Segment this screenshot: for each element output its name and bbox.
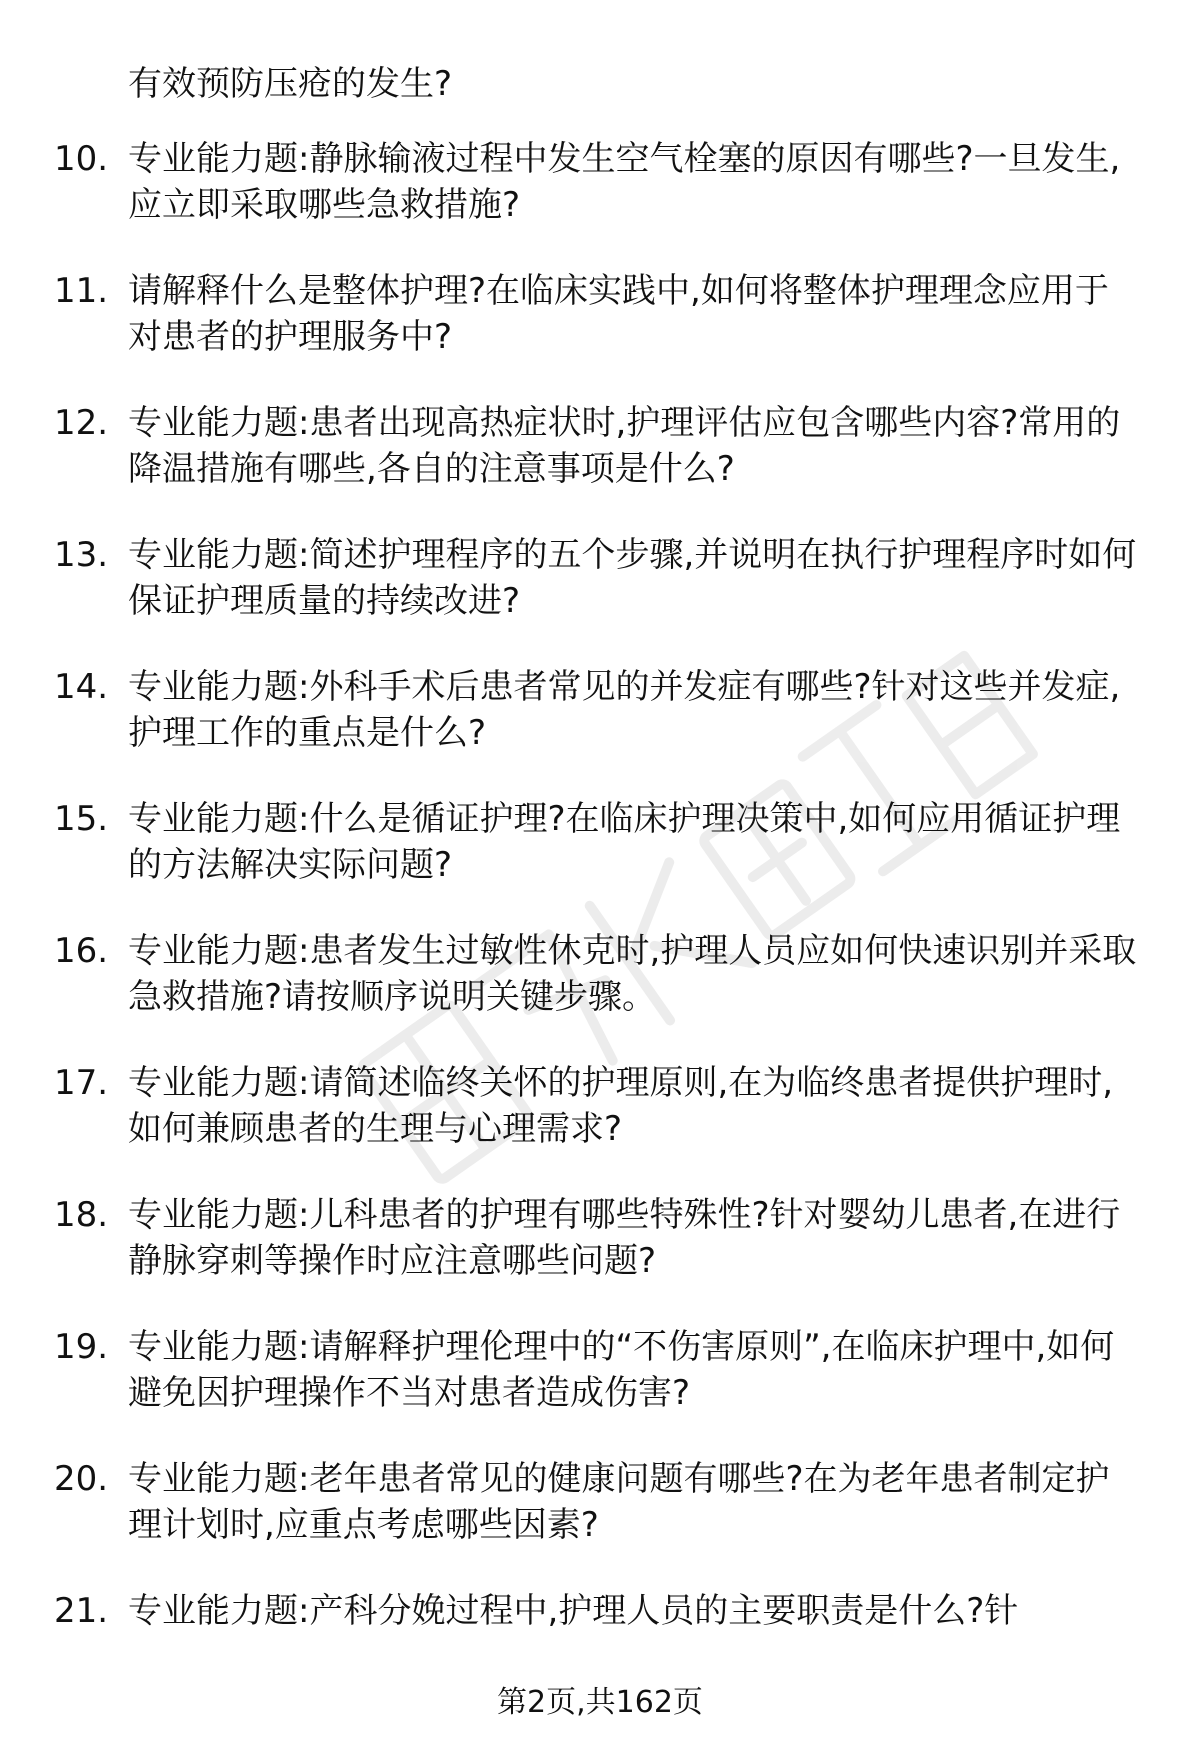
question-item xyxy=(0,400,1200,532)
question-text: 专业能力题:患者发生过敏性休克时,护理人员应如何快速识别并采取急救措施?请按顺序说明关键步骤。 xyxy=(128,931,1137,1017)
question-item xyxy=(0,1456,1200,1588)
question-number: 15. xyxy=(54,799,109,839)
question-text: 专业能力题:请解释护理伦理中的“不伤害原则”,在临床护理中,如何避免因护理操作不当对患者造成伤害? xyxy=(128,1327,1115,1413)
question-item xyxy=(0,1324,1200,1456)
question-text: 专业能力题:儿科患者的护理有哪些特殊性?针对婴幼儿患者,在进行静脉穿刺等操作时应注意哪些问题? xyxy=(128,1195,1121,1281)
question-number: 12. xyxy=(54,403,109,443)
question-item xyxy=(0,928,1200,1060)
question-number: 18. xyxy=(54,1195,109,1235)
question-number: 21. xyxy=(54,1591,109,1631)
continuation-text: 有效预防压疮的发生? xyxy=(128,64,453,104)
question-number: 13. xyxy=(54,535,109,575)
question-text: 专业能力题:简述护理程序的五个步骤,并说明在执行护理程序时如何保证护理质量的持续改进? xyxy=(128,535,1137,621)
question-number: 10. xyxy=(54,139,109,179)
question-item xyxy=(0,664,1200,796)
question-text: 专业能力题:产科分娩过程中,护理人员的主要职责是什么?针 xyxy=(128,1591,1019,1631)
question-item xyxy=(0,532,1200,664)
question-text: 专业能力题:静脉输液过程中发生空气栓塞的原因有哪些?一旦发生,应立即采取哪些急救措施? xyxy=(128,139,1121,225)
question-text: 请解释什么是整体护理?在临床实践中,如何将整体护理理念应用于对患者的护理服务中? xyxy=(128,271,1109,357)
question-item xyxy=(0,1192,1200,1324)
question-number: 20. xyxy=(54,1459,109,1499)
page-footer: 第2页,共162页 xyxy=(497,1685,703,1720)
question-item xyxy=(0,268,1200,400)
question-text: 专业能力题:请简述临终关怀的护理原则,在为临终患者提供护理时,如何兼顾患者的生理与心理需求? xyxy=(128,1063,1114,1149)
question-number: 19. xyxy=(54,1327,109,1367)
question-number: 14. xyxy=(54,667,109,707)
question-text: 专业能力题:老年患者常见的健康问题有哪些?在为老年患者制定护理计划时,应重点考虑哪些因素? xyxy=(128,1459,1110,1545)
question-number: 16. xyxy=(54,931,109,971)
question-item xyxy=(0,136,1200,268)
question-list xyxy=(0,136,1200,1720)
question-number: 17. xyxy=(54,1063,109,1103)
question-item xyxy=(0,1060,1200,1192)
question-number: 11. xyxy=(54,271,109,311)
question-text: 专业能力题:什么是循证护理?在临床护理决策中,如何应用循证护理的方法解决实际问题? xyxy=(128,799,1121,885)
question-item xyxy=(0,796,1200,928)
question-text: 专业能力题:外科手术后患者常见的并发症有哪些?针对这些并发症,护理工作的重点是什么? xyxy=(128,667,1121,753)
question-text: 专业能力题:患者出现高热症状时,护理评估应包含哪些内容?常用的降温措施有哪些,各自的注意事项是什么? xyxy=(128,403,1121,489)
